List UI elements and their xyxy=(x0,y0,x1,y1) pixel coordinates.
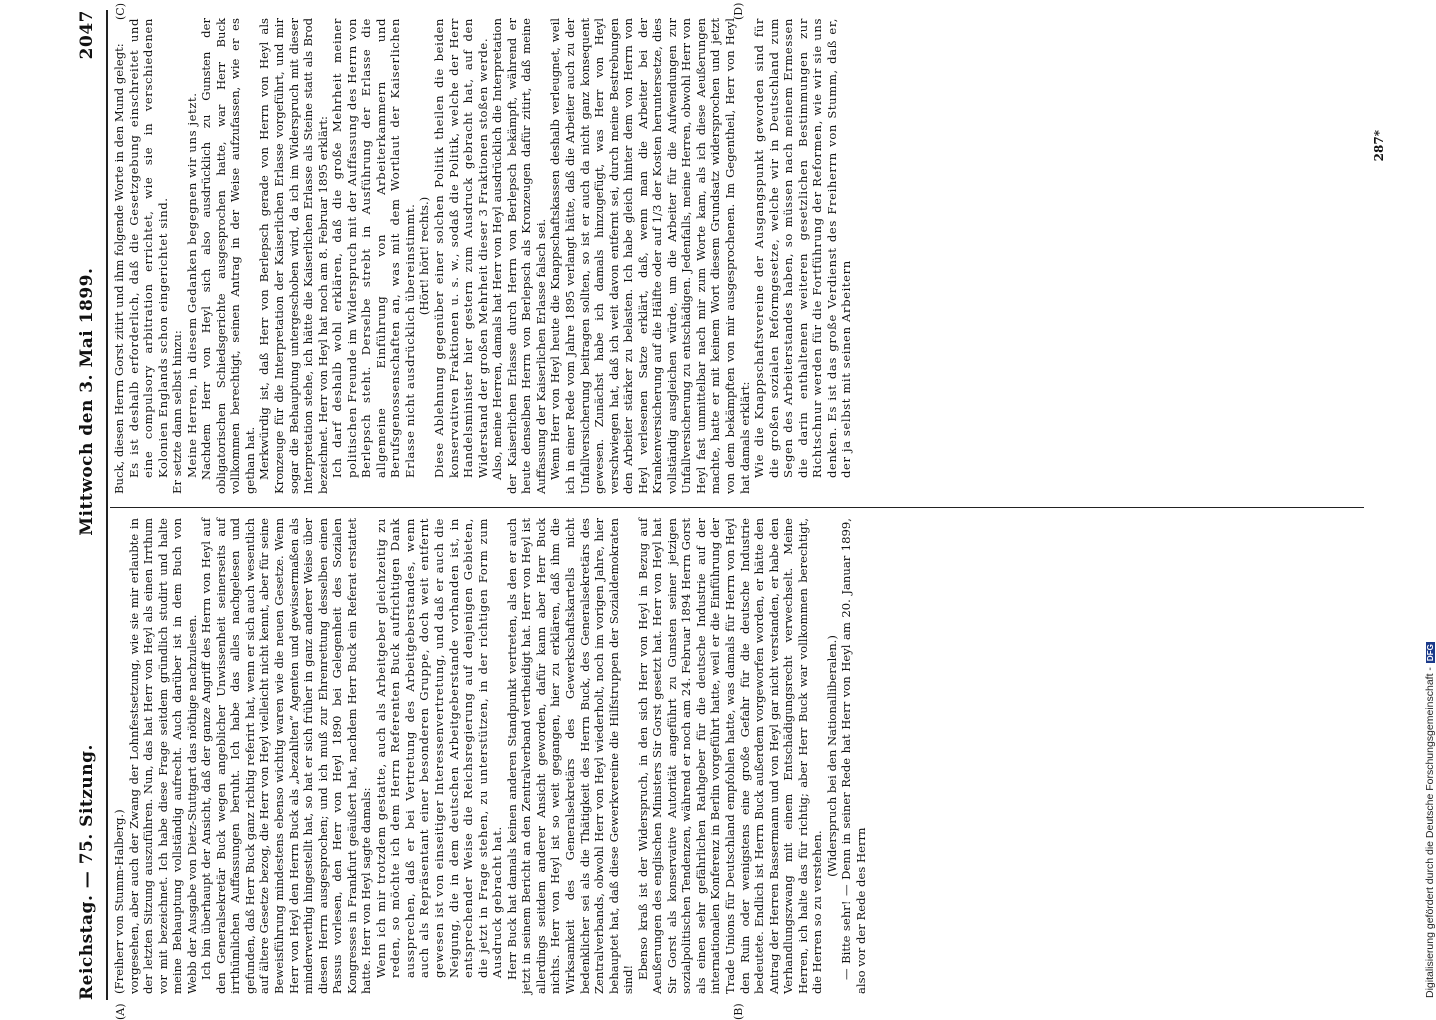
credit-text: Digitalisierung gefördert durch die Deutsche Forschungsgemeinschaft - xyxy=(1424,667,1436,998)
right-column xyxy=(112,18,1366,494)
left-column xyxy=(112,518,1366,994)
header-left: Reichstag. — 75. Sitzung. xyxy=(77,744,97,1000)
paragraph: Wenn ich mir trotzdem gestatte, auch als Arbeitgeber gleichzeitig zu reden, so möchte ich dem Herrn Referenten Buck aufrichtigen Dank aussprechen, daß er bei Vertretung des Arbeitgeberstandes, wenn auch als Repräsentant einer besonderen Gruppe, doch weit entfernt gewesen ist von einseitiger Interessenvertretung, und daß er auch die Neigung, die in dem deutschen Arbeitgeberstande vorhanden ist, in entsprechender Weise die Reichsregierung auf denjenigen Gebieten, die jetzt in Frage stehen, zu unterstützen, in der richtigen Form zum Ausdruck gebracht hat. xyxy=(373,518,505,978)
margin-mark-b: (B) xyxy=(732,1003,745,1020)
paragraph: Herr Buck hat damals keinen anderen Standpunkt vertreten, als den er auch jetzt in seinem Bericht an den Zentralverband vertheidigt hat. Herr von Heyl ist allerdings seitdem anderer Ansicht geworden, dafür kann aber Herr Buck nichts. Herr von Heyl ist so weit gegangen, hier zu erklären, daß ihm die Wirksamkeit des Generalsekretärs des Gewerkschaftskartells nicht bedenklicher sei als die Thätigkeit des Herrn Buck, des Generalsekretärs des Zentralverbands, obwohl Herr von Heyl wiederholt, noch im vorigen Jahre, hier behauptet hat, daß diese Gewerkvereine die Hilfstruppen der Sozialdemokraten sind! xyxy=(504,518,636,994)
paragraph: Wenn Herr von Heyl heute die Knappschaftskassen deshalb verleugnet, weil ich in einer Rede vom Jahre 1895 verlangt hätte, daß die Arbeiter auch zu der Unfallversicherung beitragen sollten, so ist er auch da nicht ganz konsequent gewesen. Zunächst habe ich damals hinzugefügt, was Herr von Heyl verschwiegen hat, daß ich weit davon entfernt sei, durch meine Bestrebungen den Arbeiter stärker zu belasten. Ich habe gleich hinter dem von Herrn von Heyl verlesenen Satze erklärt, daß, wenn man die Arbeiter bei der Krankenversicherung auf die Hälfte oder auf 1/3 der Kosten heruntersetze, dies vollständig ausgleichen würde, um die Arbeiter für die Aufwendungen zur Unfallversicherung zu entschädigen. Jedenfalls, meine Herren, obwohl Herr von Heyl fast unmittelbar nach mir zum Worte kam, als ich diese Aeußerungen machte, hatte er mit keinem Wort diesem Grundsatz widersprochen und jetzt von dem bekämpften von mir ausgesprochenen. Im Gegentheil, Herr von Heyl hat damals erklärt: xyxy=(548,18,752,494)
paragraph: Meine Herren, in diesem Gedanken begegnen wir uns jetzt. xyxy=(184,92,199,478)
paragraph: Diese Ablehnung gegenüber einer solchen Politik theilen die beiden konservativen Fraktionen u. s. w., sodaß die Politik, welche der Herr Handelsminister hier gestern zum Ausdruck gebracht hat, auf den Widerstand der großen Mehrheit dieser 3 Fraktionen stoßen werde. xyxy=(432,18,490,478)
paragraph: vorgesehen, aber auch der Zwang der Lohnfestsetzung, wie sie mir erlaubte in der letzten Sitzung auszuführen. Nun, das hat Herr von Heyl als einen Irrthum vor mit bezeichnet. Ich habe diese Frage seitdem gründlich studirt und halte meine Behauptung vollständig aufrecht. Auch darüber ist in dem Buch von Webb der Ausgabe von Dietz-Stuttgart das nöthige nachzulesen. xyxy=(126,518,199,994)
margin-mark-c: (C) xyxy=(114,3,127,20)
header-date: Mittwoch den 3. Mai 1899. xyxy=(77,267,97,536)
margin-mark-a: (A) xyxy=(114,1003,127,1020)
digitization-credit xyxy=(1424,642,1436,998)
paragraph: — Bitte sehr! — Denn in seiner Rede hat Herr von Heyl am 20. Januar 1899, also vor der Rede des Herrn xyxy=(839,518,868,994)
dfg-logo: DFG xyxy=(1425,644,1435,662)
margin-mark-d: (D) xyxy=(732,2,745,20)
document-page xyxy=(70,2,1386,1020)
paragraph: Es ist deshalb erforderlich, daß die Gesetzgebung einschreitet und eine compulsory arbitration errichtet, wie sie in verschiedenen Kolonien Englands schon eingerichtet sind. xyxy=(126,18,170,478)
page-header xyxy=(70,10,104,1000)
paragraph: Also, meine Herren, damals hat Herr von Heyl ausdrücklich die Interpretation der Kaiserlichen Erlasse durch Herrn von Berlepsch bekämpft, während er heute denselben Herrn von Berlepsch als Kronzeugen dafür zitirt, daß meine Auffassung der Kaiserlichen Erlasse falsch sei. xyxy=(490,18,548,494)
page-footer-signature: 287* xyxy=(1372,130,1386,162)
column-divider xyxy=(110,507,1364,508)
paragraph: Er setzte dann selbst hinzu: xyxy=(170,330,185,494)
paragraph: Ich bin überhaupt der Ansicht, daß der ganze Angriff des Herrn von Heyl auf den Generalsekretär Buck wegen angeblicher Unwissenheit seinerseits auf irrthümlichen Auffassungen beruht. Ich habe das alles nachgelesen und gefunden, daß Herr Buck ganz richtig referirt hat, wenn er sich auch wesentlich auf ältere Gesetze bezog, die Herr von Heyl vielleicht nicht kennt, aber für seine Beweisführung mindestens ebenso wichtig waren wie die neuen Gesetze. Wenn Herr von Heyl den Herrn Buck als „bezahlten“ Agenten und gewissermaßen als minderwerthig hingestellt hat, so hat er sich früher in ganz anderer Weise über diesen Herrn ausgesprochen; und ich muß zur Ehrenrettung desselben einen Passus vorlesen, den Herr von Heyl 1890 bei Gelegenheit des Sozialen Kongresses in Frankfurt geäußert hat, nachdem Herr Buck ein Referat erstattet hatte. Herr von Heyl sagte damals: xyxy=(199,517,374,994)
paragraph: Ebenso kraß ist der Widerspruch, in den sich Herr von Heyl in Bezug auf Aeußerungen des englischen Ministers Sir Gorst gesetzt hat. Herr von Heyl hat Sir Gorst als konservative Autorität angeführt zu Gunsten seiner jetzigen sozialpolitischen Tendenzen, während er noch am 24. Februar 1894 Herrn Gorst als einen sehr gefährlichen Rathgeber für die deutsche Industrie auf der internationalen Konferenz in Berlin vorgeführt hatte, weil er die Einführung der Trade Unions für Deutschland empfohlen hatte, was damals für Herrn von Heyl den Ruin oder wenigstens eine große Gefahr für die deutsche Industrie bedeutete. Endlich ist Herrn Buck außerdem vorgeworfen worden, er hätte den Antrag der Herren Bassermann und von Heyl gar nicht verstanden, er habe den Verhandlungszwang mit einem Entschädigungsrecht verwechselt. Meine Herren, ich halte das für richtig; aber Herr Buck war vollkommen berechtigt, die Herren so zu verstehen. xyxy=(635,518,825,994)
paragraph: Nachdem Herr von Heyl sich also ausdrücklich zu Gunsten der obligatorischen Schiedsgerichte ausgesprochen hatte, war Herr Buck vollkommen berechtigt, seinen Antrag in der Weise aufzufassen, wie er es gethan hat. xyxy=(199,18,257,494)
page-number: 2047 xyxy=(77,10,97,60)
paragraph: (Freiherr von Stumm-Halberg.) xyxy=(112,809,126,994)
paragraph: (Widerspruch bei den Nationalliberalen.) xyxy=(824,635,839,877)
header-rule xyxy=(106,10,108,1000)
paragraph: (Hört! hört! rechts.) xyxy=(417,196,432,316)
paragraph: Wie die Knappschaftsvereine der Ausgangspunkt geworden sind für die großen sozialen Reformgesetze, welche wir in Deutschland zum Segen des Arbeiterstandes haben, so müssen nach meinem Ermessen die darin enthaltenen weiteren gesetzlichen Bestimmungen zur Richtschnur werden für die Fortführung der Reformen, wie wir sie uns denken. Es ist das große Verdienst des Freiherrn von Stumm, daß er, der ja selbst mit seinen Arbeitern xyxy=(752,18,854,478)
paragraph: Merkwürdig ist, daß Herr von Berlepsch gerade von Herrn von Heyl als Kronzeuge für die Interpretation der Kaiserlichen Erlasse vorgeführt, und mir sogar die Behauptung untergeschoben wird, da ich im Widerspruch mit dieser Interpretation stehe, ich hätte die Kaiserlichen Erlasse als Steine statt als Brod bezeichnet. Herr von Heyl hat noch am 8. Februar 1895 erklärt: xyxy=(257,18,330,494)
paragraph: Buck, diesen Herrn Gorst zitirt und ihm folgende Worte in den Mund gelegt: xyxy=(112,43,126,494)
paragraph: Ich darf deshalb wohl erklären, daß die große Mehrheit meiner politischen Freunde im Widerspruch mit der Auffassung des Herrn von Berlepsch steht. Derselbe strebt in Ausführung der Erlasse die allgemeine Einführung von Arbeiterkammern und Berufsgenossenschaften an, was mit dem Wortlaut der Kaiserlichen Erlasse nicht ausdrücklich übereinstimmt. xyxy=(330,18,417,478)
